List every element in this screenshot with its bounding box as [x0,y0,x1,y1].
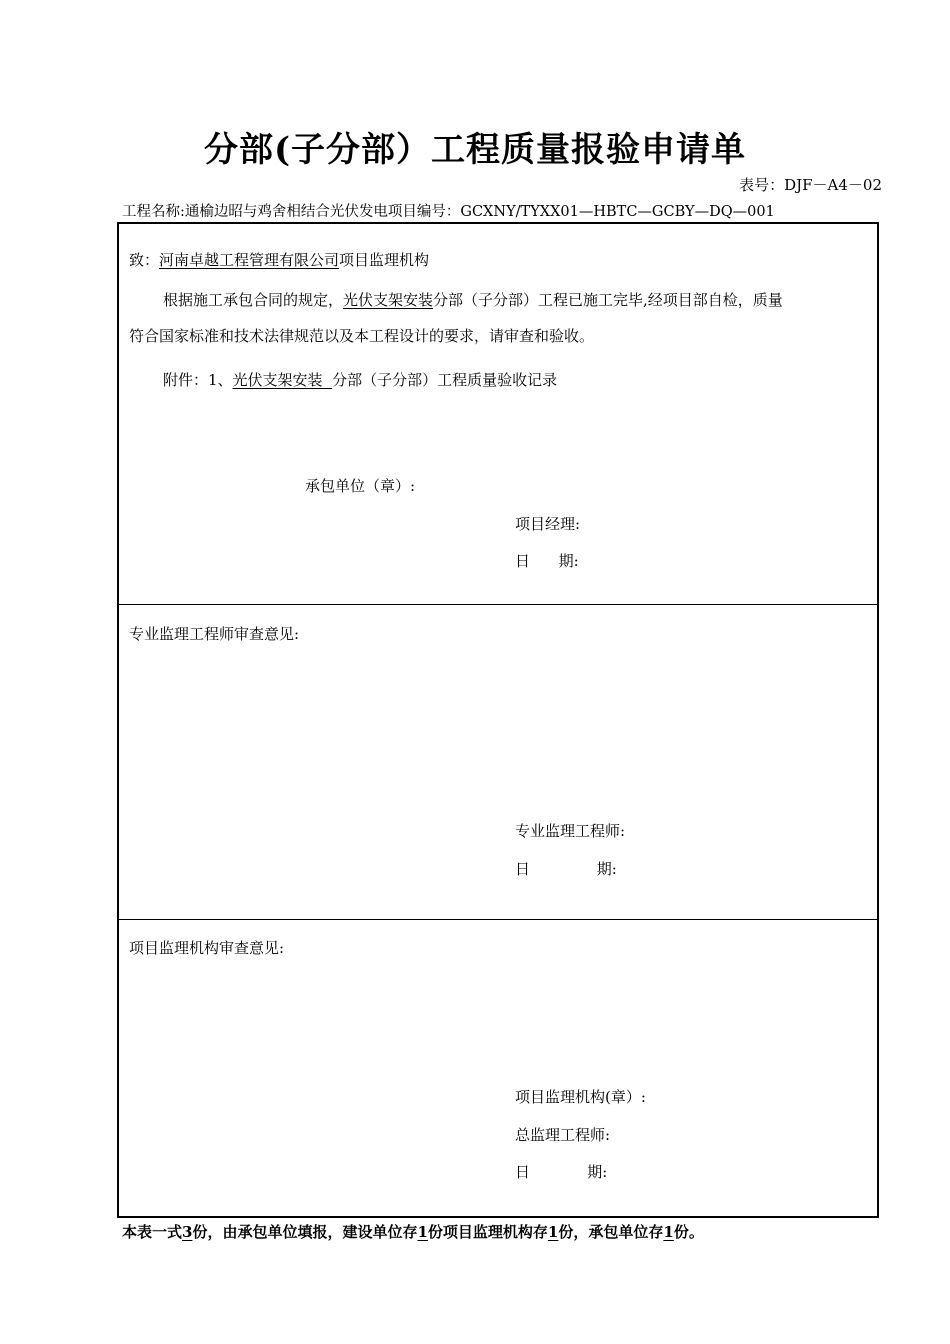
org-review-heading: 项目监理机构审查意见: [129,939,285,957]
org-seal-label: 项目监理机构(章）: [515,1088,646,1106]
body-item: 光伏支架安装 [343,291,434,309]
form-title: 分部(子分部）工程质量报验申请单 [203,130,747,170]
engineer-signature-label: 专业监理工程师: [515,822,626,840]
date-label: 日 期: [515,860,617,878]
copies-supervisor: 1 [547,1223,559,1241]
form-number: 表号：DJF－A4－02 [739,176,882,194]
copies-note-text: 份。 [673,1223,704,1241]
request-body-line2: 符合国家标准和技术法律规范以及本工程设计的要求，请审查和验收。 [129,327,595,345]
copies-contractor: 1 [663,1223,674,1241]
copies-note [122,1221,704,1242]
date-label: 日 期: [515,1163,608,1181]
attachment-item: 光伏支架安装 [232,371,333,389]
body-part1: 根据施工承包合同的规定， [163,291,344,309]
addressee-suffix: 项目监理机构 [339,251,430,269]
chief-engineer-label: 总监理工程师: [515,1126,611,1144]
addressee-line [129,249,429,270]
project-name-line: 工程名称:通榆边昭与鸡舍相结合光伏发电项目编号：GCXNY/TYXX01—HBTC—GCBY—DQ—001 [122,204,775,220]
copies-owner: 1 [417,1223,428,1241]
addressee-prefix: 致： [129,251,160,269]
engineer-review-heading: 专业监理工程师审查意见: [129,625,300,643]
section-divider [119,919,877,920]
body-part2: 分部（子分部）工程已施工完毕,经项目部自检，质量 [433,291,783,309]
request-body-line1 [163,289,783,310]
attachment-line [163,369,557,390]
date-label: 日 期: [515,552,579,570]
copies-note-text: 份项目监理机构存 [427,1223,548,1241]
addressee-company: 河南卓越工程管理有限公司 [159,251,340,269]
copies-note-text: 份，承包单位存 [558,1223,664,1241]
copies-total: 3 [182,1223,193,1241]
attachment-prefix: 附件：1、 [163,371,233,389]
section-divider [119,604,877,605]
attachment-suffix: 分部（子分部）工程质量验收记录 [332,371,558,389]
contractor-seal-label: 承包单位（章）: [305,477,416,495]
form-table [117,222,879,1218]
project-manager-label: 项目经理: [515,515,581,533]
copies-note-text: 本表一式 [122,1223,183,1241]
copies-note-text: 份，由承包单位填报，建设单位存 [192,1223,418,1241]
